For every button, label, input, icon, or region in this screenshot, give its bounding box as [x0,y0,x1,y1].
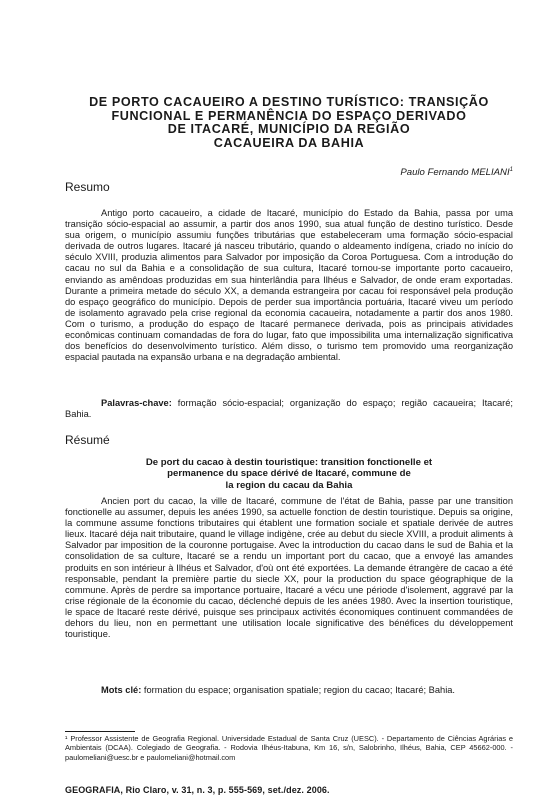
subtitle-line: De port du cacao à destin touristique: transition fonctionelle et [145,457,433,468]
title-line: CACAUEIRA DA BAHIA [213,135,365,150]
subtitle-line: la region du cacau da Bahia [225,479,353,491]
resume-heading: Résumé [65,433,110,447]
author-footnote-mark: 1 [509,167,513,173]
author-text: Paulo Fernando MELIANI [400,167,510,179]
resumo-keywords [65,398,513,420]
resumo-body: Antigo porto cacaueiro, a cidade de Itacaré, município do Estado da Bahia, passa por uma transição sócio-espacial ao assumir, a partir dos anos 1990, sua atual função de destino turístico. Desde sua origem, o município assumiu funções tributárias que estabeleceram uma formação sócio-espacial derivada de outros lugares. Itacaré já nasceu tributário, quando o aldeamento indígena, criado no início do século XVIII, produzia alimentos para Salvador por imposição da Coroa Portuguesa. Com a introdução do cacau no sul da Bahia e a consolidação de sua cultura, Itacaré tornou-se importante porto cacaueiro, enviando as amêndoas produzidas em sua hinterlândia para Ilhéus e Salvador, de onde eram exportadas. Durante a primeira metade do século XX, a demanda estrangeira por cacau foi responsável pela produção do espaço geográfico do município. Depois de perder sua importância portuária, Itacaré viveu um período de isolamento agravado pela crise regional da economia cacaueira, notadamente a partir dos anos 1980. Com o turismo, a produção do espaço de Itacaré permanece derivada, pois as principais atividades econômicas continuam comandadas de fora do lugar, fato que impossibilita uma internalização significativa dos benefícios do desenvolvimento turístico. Além disso, o turismo tem promovido uma reorganização espacial pautada na expansão urbana e na degradação ambiental. [65,208,513,363]
keywords-text: formação sócio-espacial; organização do espaço; região cacaueira; Itacaré; Bahia. [65,398,514,420]
article-page [65,0,513,800]
resumo-heading: Resumo [65,180,110,194]
mots-cle-text: formation du espace; organisation spatiale; region du cacao; Itacaré; Bahia. [143,685,456,695]
article-title [65,96,513,150]
author-name [400,167,513,178]
resume-body: Ancien port du cacao, la ville de Itacaré, commune de l'état de Bahia, passe par une transition fonctionelle au assumer, depuis les anées 1990, sa actuelle fonction de destin touristique. Depuis sa origine, la commune assume fonctions tributaires qui établent une formation sociale et spatiale derivée de autres lieux. Itacaré déja nait tributaire, quand le village indigène, crée au debut du siecle XVIII, a produit aliments à Salvador par imposition de la couronne portugaise. Avec la introduction du cacao dans le sud de Bahia et la consolidation de sa culture, Itacaré se a rendu un important port du cacao, que a envoyé las amandes produits en son intérieur à Ilhéus et Salvador, d'où ont été exportées. La demande étrangère de cacao a été responsable, pendant la première partie du siecle XX, pour la production du space géographique de la commune. Après de perdre sa importance portuaire, Itacaré a vécu une période d'isolement, aggravé par la crise régionale de la économie du cacao, déclenché depuis de les anées 1980. Avec la insertion touristique, le space de Itacaré reste dérivé, puisque ses principaux activités économiques continuent commandées de dehors du lieu, non en permettant une utilisation locale significative des bénéfices du développement touristique. [65,496,513,640]
resume-subtitle [85,457,493,491]
keywords-label: Palavras-chave: [101,398,172,408]
subtitle-line: permanence du space dérivé de Itacaré, commune de [167,468,411,480]
author-footnote: ¹ Professor Assistente de Geografia Regional. Universidade Estadual de Santa Cruz (UESC). - Departamento de Ciências Agrárias e Ambientais (DCAA). Colegiado de Geografia. - Rodovia Ilhéus-Itabuna, Km 16, s/n, Salobrinho, Ilhéus, Bahia, CEP 45662-000. - paulomeliani@uesc.br e paulomeliani@hotmail.com [65,734,513,762]
title-line: DE PORTO CACAUEIRO A DESTINO TURÍSTICO: TRANSIÇÃO [89,95,489,109]
journal-citation: GEOGRAFIA, Rio Claro, v. 31, n. 3, p. 555-569, set./dez. 2006. [65,785,330,795]
title-line: FUNCIONAL E PERMANÊNCIA DO ESPAÇO DERIVADO [111,108,467,123]
footnote-divider [65,731,135,732]
mots-cle-label: Mots clé: [101,685,142,695]
title-line: DE ITACARÉ, MUNICÍPIO DA REGIÃO [167,122,411,137]
resume-keywords [65,685,513,696]
